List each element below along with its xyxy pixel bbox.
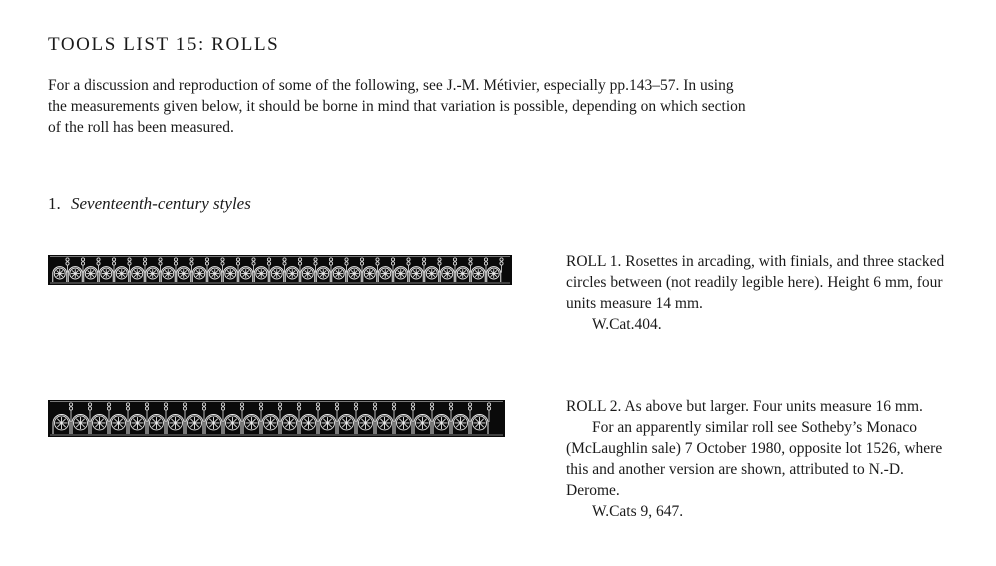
section-heading [48,194,251,214]
roll-1-reference: W.Cat.404. [592,316,662,333]
rosette-unit [409,258,425,282]
rosette-unit [301,258,317,282]
rosette-unit [285,258,301,282]
rosette-unit [363,258,379,282]
rosette-unit [487,258,503,282]
rosette-unit [262,403,282,434]
rosette-unit [53,403,73,434]
rosette-unit [456,258,472,282]
rosette-unit [332,258,348,282]
rosette-unit [146,258,162,282]
rosette-unit [243,403,263,434]
rosette-unit [167,403,187,434]
rosette-unit [205,403,225,434]
rosette-unit [394,258,410,282]
rosette-unit [224,403,244,434]
intro-paragraph: For a discussion and reproduction of some of the following, see J.-M. Métivier, especially pp.143–57. In using the measurements given below, it should be borne in mind that variation is possible, depending on which section of the roll has been measured. [48,77,746,136]
rosette-unit [395,403,415,434]
rosette-unit [471,403,491,434]
roll-2-description: ROLL 2. As above but larger. Four units measure 16 mm. [566,398,923,415]
rosette-unit [440,258,456,282]
rosette-unit [378,258,394,282]
rosette-unit [471,258,487,282]
roll-1-description: ROLL 1. Rosettes in arcading, with finials, and three stacked circles between (not readily legible here). Height 6 mm, four units measure 14 mm. [566,253,945,312]
rosette-unit [433,403,453,434]
rosette-unit [177,258,193,282]
rosette-unit [239,258,255,282]
section-label: Seventeenth-century styles [71,194,251,213]
section-number: 1. [48,194,61,213]
roll-2-reference: W.Cats 9, 647. [592,503,684,520]
roll-2-note: For an apparently similar roll see Sotheby’s Monaco (McLaughlin sale) 7 October 1980, opposite lot 1526, where this and another version are shown, attributed to N.-D. Derome. [566,419,943,499]
rosette-unit [376,403,396,434]
rosette-unit [316,258,332,282]
rosette-unit [281,403,301,434]
rosette-unit [223,258,239,282]
rosette-unit [300,403,320,434]
rosette-unit [452,403,472,434]
rosette-unit [115,258,131,282]
rosette-unit [130,258,146,282]
rosette-unit [186,403,206,434]
rosette-unit [319,403,339,434]
roll-1-entry [566,251,958,335]
rosette-unit [110,403,130,434]
rosette-unit [414,403,434,434]
rosette-unit [72,403,92,434]
rosette-unit [91,403,111,434]
rosette-unit [99,258,115,282]
roll-2-image [48,400,505,437]
roll-1-image [48,255,512,285]
page-title: TOOLS LIST 15: ROLLS [48,34,280,55]
rosette-unit [338,403,358,434]
roll-2-entry [566,396,958,522]
roll-2-pattern [48,400,505,437]
rosette-unit [254,258,270,282]
rosette-unit [161,258,177,282]
rosette-unit [425,258,441,282]
rosette-unit [357,403,377,434]
rosette-unit [53,258,69,282]
rosette-unit [208,258,224,282]
rosette-unit [270,258,286,282]
rosette-unit [192,258,208,282]
rosette-unit [68,258,84,282]
rosette-unit [84,258,100,282]
roll-1-pattern [48,255,512,285]
rosette-unit [347,258,363,282]
rosette-unit [129,403,149,434]
rosette-unit [148,403,168,434]
